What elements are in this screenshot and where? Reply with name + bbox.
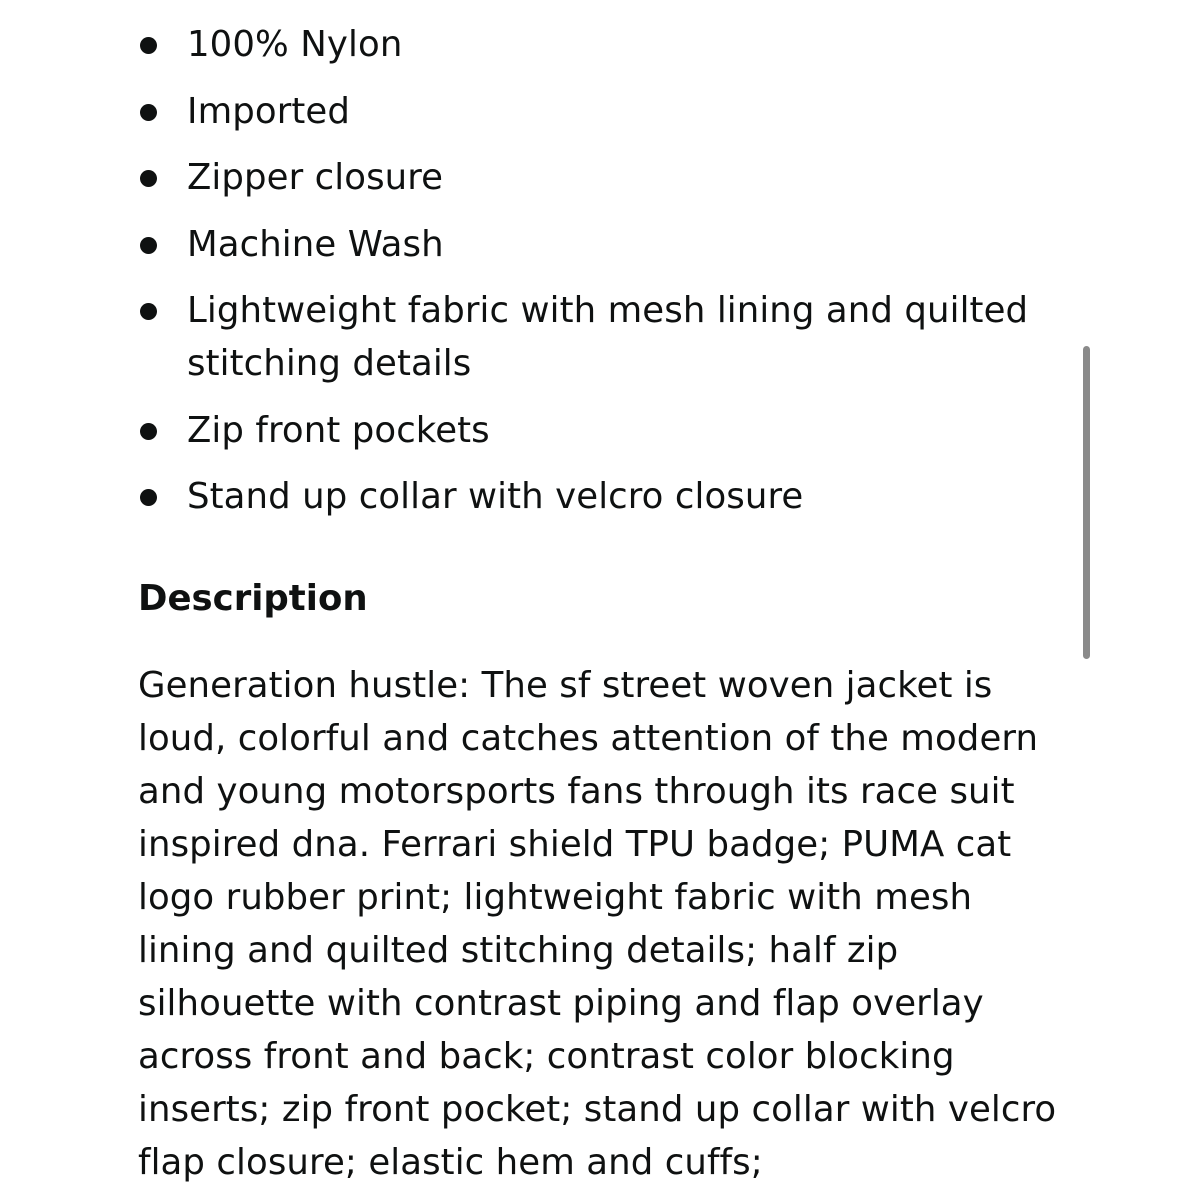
vertical-scrollbar[interactable]: [1080, 340, 1092, 665]
feature-text: 100% Nylon: [187, 24, 403, 65]
bullet-dot-icon: [140, 37, 157, 54]
feature-text: Imported: [187, 90, 350, 132]
feature-text: Zipper closure: [187, 157, 444, 198]
bullet-dot-icon: [140, 489, 157, 506]
feature-bullet: [138, 284, 1058, 390]
feature-bullet: [138, 18, 1058, 71]
feature-text: Stand up collar with velcro closure: [187, 476, 804, 517]
bullet-dot-icon: [140, 237, 157, 254]
description-body: Generation hustle: The sf street woven jacket is loud, colorful and catches attention of the modern and young motorsports fans through its race suit inspired dna. Ferrari shield TPU badge; PUMA cat logo rubber print; lightweight fabric with mesh lining and quilted stitching details; half zip silhouette with contrast piping and flap overlay across front and back; contrast color blocking inserts; zip front pocket; stand up collar with velcro flap closure; elastic hem and cuffs;: [138, 665, 1057, 1183]
feature-bullet: [138, 218, 1058, 271]
feature-bullet: [138, 151, 1058, 204]
feature-bullet: [138, 85, 1058, 138]
bullet-dot-icon: [140, 170, 157, 187]
feature-text: Lightweight fabric with mesh lining and quilted stitching details: [187, 290, 1029, 384]
feature-bullet: [138, 404, 1058, 457]
feature-bullet: [138, 470, 1058, 523]
bullet-dot-icon: [140, 104, 157, 121]
feature-bullet-list: [138, 18, 1058, 537]
bullet-dot-icon: [140, 303, 157, 320]
feature-text: Zip front pockets: [187, 409, 490, 451]
scrollbar-thumb[interactable]: [1083, 346, 1090, 659]
feature-text: Machine Wash: [187, 223, 444, 265]
bullet-dot-icon: [140, 423, 157, 440]
description-heading: Description: [138, 578, 368, 619]
